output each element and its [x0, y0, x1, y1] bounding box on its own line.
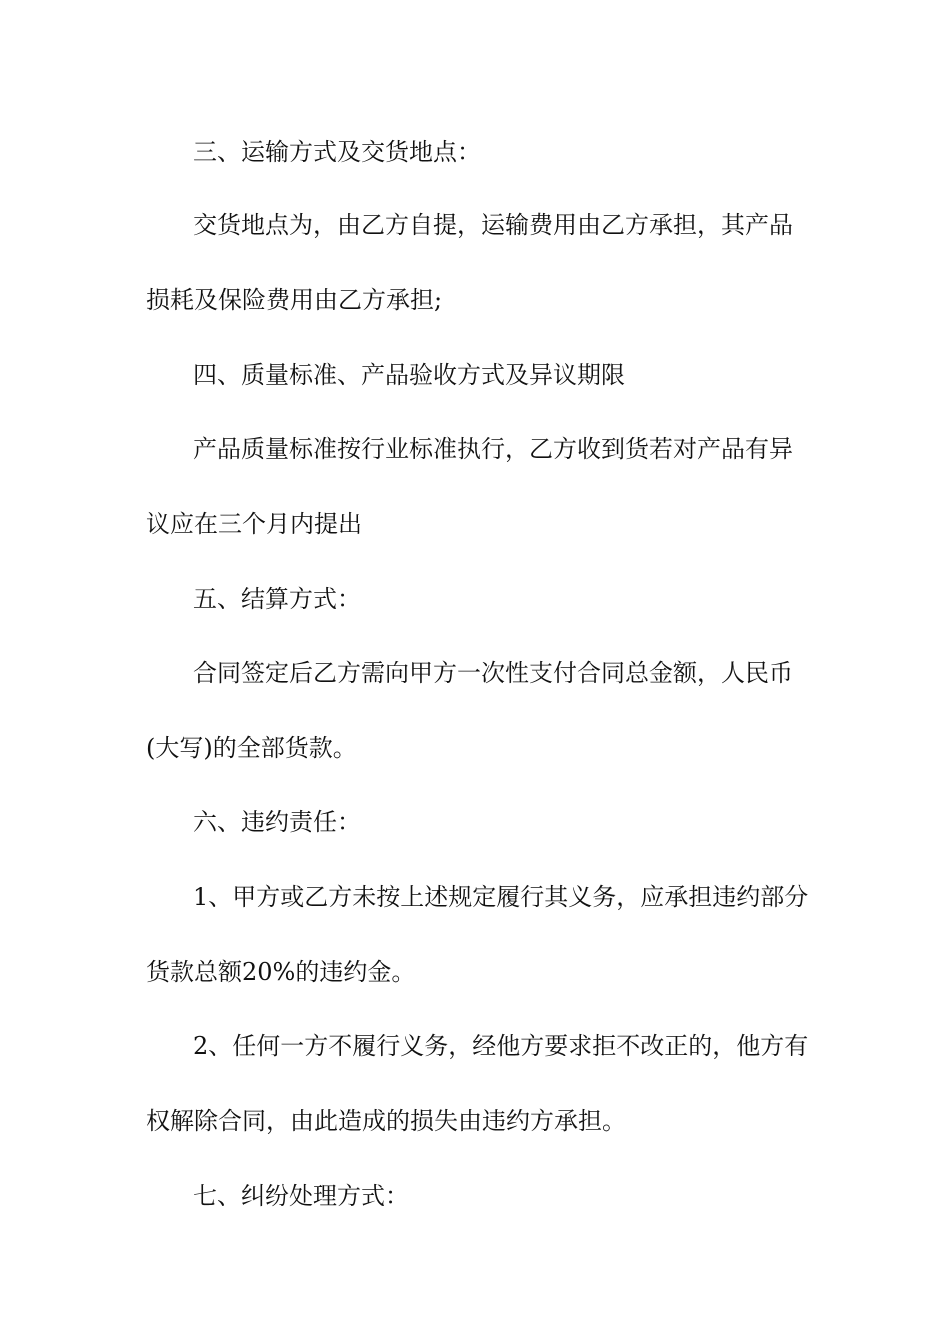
paragraph-line: 损耗及保险费用由乙方承担; — [146, 286, 443, 314]
section-heading-transport: 三、运输方式及交货地点： — [193, 138, 481, 166]
paragraph-line: 2、任何一方不履行义务，经他方要求拒不改正的，他方有 — [193, 1032, 809, 1060]
paragraph-line: 议应在三个月内提出 — [146, 510, 362, 538]
paragraph-line: 货款总额20%的违约金。 — [146, 958, 416, 986]
paragraph-line: (大写)的全部货款。 — [146, 734, 357, 762]
paragraph-line: 1、甲方或乙方未按上述规定履行其义务，应承担违约部分 — [193, 883, 809, 911]
section-heading-liability: 六、违约责任： — [193, 808, 361, 836]
paragraph-line: 合同签定后乙方需向甲方一次性支付合同总金额，人民币 — [193, 659, 793, 687]
paragraph-line: 交货地点为，由乙方自提，运输费用由乙方承担，其产品 — [193, 211, 793, 239]
paragraph-line: 产品质量标准按行业标准执行，乙方收到货若对产品有异 — [193, 435, 793, 463]
section-heading-dispute: 七、纠纷处理方式： — [193, 1182, 409, 1210]
section-heading-settlement: 五、结算方式： — [193, 585, 361, 613]
paragraph-line: 权解除合同，由此造成的损失由违约方承担。 — [146, 1107, 626, 1135]
section-heading-quality: 四、质量标准、产品验收方式及异议期限 — [193, 361, 625, 389]
